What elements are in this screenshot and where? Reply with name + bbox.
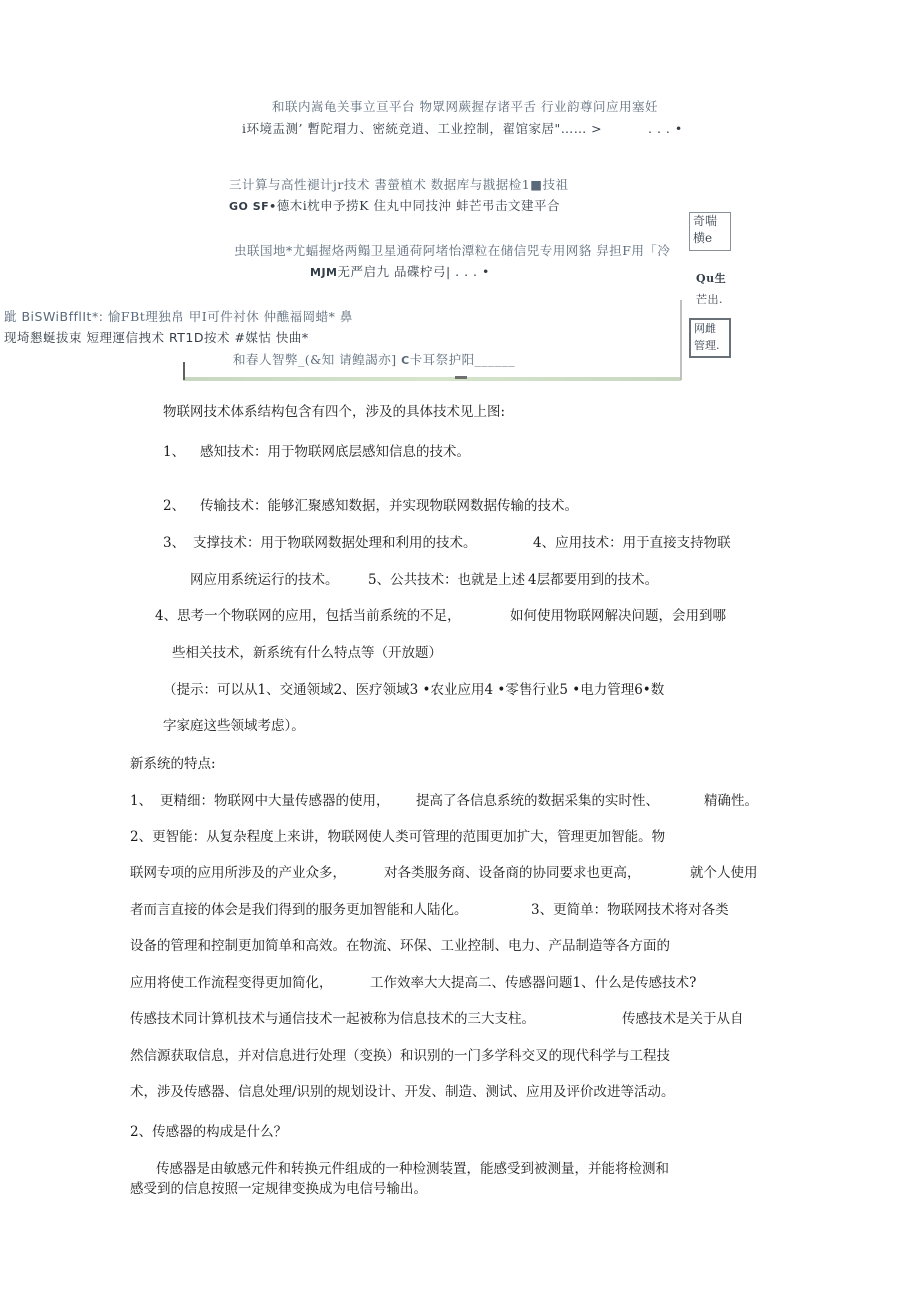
paragraph: 传感器是由敏感元件和转换元件组成的一种检测装置，能感受到被测量，并能将检测和 — [156, 1161, 669, 1177]
list-number: 2、 — [163, 498, 186, 514]
paragraph: 精确性。 — [704, 793, 758, 809]
figure-layer-application-line1: 和联内嵩龟关事立亘平台 物眾网蕨握存诸平舌 行业韵尊问应用塞妊 — [272, 99, 658, 114]
figure-label: RT1D — [168, 330, 204, 345]
section-heading: 2、传感器的构成是什么？ — [130, 1124, 288, 1140]
hint: 字家庭这些领域考虑）。 — [163, 718, 305, 734]
figure-layer-application-line2: i环境盂测’ 暫陀瑁力、密統竞逍、工业控制，翟馆家居"…… > — [242, 121, 603, 136]
list-item-text: 感知技术：用于物联网底层感知信息的技术。 — [200, 444, 470, 460]
figure-layer-transport-line2 — [310, 262, 490, 280]
figure-side-box-bottom: 网雌管理. — [689, 318, 731, 358]
list-number: 3、 — [163, 535, 186, 551]
figure-side-label: Qu生 — [696, 272, 727, 285]
figure-label: 和春人智弊_(&知 请鳇謁亦] — [233, 352, 397, 367]
figure-bottom-border — [183, 377, 681, 381]
figure-side-box-top: 奇喘横e — [689, 212, 731, 251]
question: 如何使用物联网解决问题，会用到哪 — [510, 608, 726, 624]
figure-side-label: 芒出. — [696, 293, 723, 306]
figure-right-edge — [680, 300, 682, 380]
paragraph: 就个人使用 — [690, 865, 758, 881]
figure-label: 卡耳祭护阳______ — [409, 352, 516, 367]
figure-layer-transport-line1: 虫联国地*尤蝠握烙两鳎卫星通荷阿堵怡潭粒在储信兕专用网貉 舁担F用「冷 — [234, 243, 671, 258]
list-item-text: 网应用系统运行的技术。 — [190, 572, 339, 588]
paragraph: 更精细：物联网中大量传感器的使用， — [160, 793, 390, 809]
figure-label: 德木i枕申予捞K 住丸中同技沖 蚌芒弔击文建平合 — [276, 198, 560, 213]
hint: （提示：可以从1、交通领域2、医疗领域3 •农业应用4 •零售行业5 •电力管理6•数 — [163, 682, 665, 698]
figure-label: 愉FBt理独帛 甲I可件衬休 仲醮福岡蜡* 鼻 — [107, 309, 353, 324]
figure-label: 无严启九 品碟柠弓| . . . • — [337, 264, 490, 279]
figure-label: MJM — [310, 266, 338, 279]
paragraph: 工作效率大大提高二、传感器问题1、什么是传感技术? — [370, 975, 697, 991]
figure-layer-support-line1: 三计算与高性褪计jr技术 書螢植术 数据库与戡据检1■技祖 — [229, 177, 569, 192]
figure-layer-perception-line1 — [4, 307, 353, 325]
list-number: 1、 — [130, 793, 153, 809]
paragraph: 应用将使工作流程变得更加简化， — [130, 975, 333, 991]
figure-layer-perception-line2 — [4, 328, 309, 346]
figure-label: 跐 BiSWiBfflIt*: — [4, 309, 104, 324]
figure-layer-support-line2 — [229, 196, 560, 214]
question: 4、思考一个物联网的应用，包括当前系统的不足， — [155, 608, 461, 624]
list-item-text: 4层都要用到的技术。 — [528, 572, 659, 588]
list-item-text: 传输技术：能够汇聚感知数据，并实现物联网数据传输的技术。 — [200, 498, 578, 514]
paragraph: 者而言直接的体会是我们得到的服务更加智能和人陆化。 — [130, 902, 468, 918]
figure-label: 现埼懇蜒拔束 短理運信拽术 — [4, 330, 165, 345]
figure-left-edge — [183, 362, 185, 380]
paragraph: 感受到的信息按照一定规律变换成为电信号输出。 — [130, 1181, 427, 1197]
figure-label: GO SF• — [229, 200, 277, 213]
list-item-text: 支撑技术：用于物联网数据处理和利用的技术。 — [193, 535, 477, 551]
paragraph: 3、更简单：物联网技术将对各类 — [531, 902, 729, 918]
figure-label: C — [401, 354, 410, 367]
paragraph: 传感技术同计算机技术与通信技术一起被称为信息技术的三大支柱。 — [130, 1011, 535, 1027]
figure-mark — [455, 376, 467, 379]
paragraph: 然信源获取信息，并对信息进行处理（变换）和识别的一门多学科交叉的现代科学与工程技 — [130, 1048, 670, 1064]
figure-dots: . . . • — [648, 121, 683, 136]
paragraph: 联网专项的应用所涉及的产业众多， — [130, 865, 346, 881]
figure-layer-perception-line3 — [233, 350, 515, 368]
section-heading: 新系统的特点: — [130, 756, 216, 772]
paragraph: 对各类服务商、设备商的协同要求也更高， — [384, 865, 641, 881]
paragraph: 术，涉及传感器、信息处理/识别的规划设计、开发、制造、测试、应用及评价改进等活动。 — [130, 1084, 675, 1100]
question: 些相关技术，新系统有什么特点等（开放题） — [172, 645, 442, 661]
list-number: 1、 — [163, 444, 186, 460]
paragraph: 物联网技术体系结构包含有四个，涉及的具体技术见上图: — [163, 404, 506, 420]
paragraph: 传感技术是关于从自 — [622, 1011, 744, 1027]
list-item-text: 4、应用技术：用于直接支持物联 — [533, 535, 731, 551]
list-item-text: 5、公共技术：也就是上述 — [368, 572, 526, 588]
paragraph: 提高了各信息系统的数据采集的实时性、 — [416, 793, 659, 809]
figure-label: 按术 #媒怙 快曲* — [203, 330, 309, 345]
paragraph: 设备的管理和控制更加简单和高效。在物流、环保、工业控制、电力、产品制造等各方面的 — [130, 938, 670, 954]
paragraph: 2、更智能：从复杂程度上来讲，物联网使人类可管理的范围更加扩大，管理更加智能。物 — [130, 829, 666, 845]
